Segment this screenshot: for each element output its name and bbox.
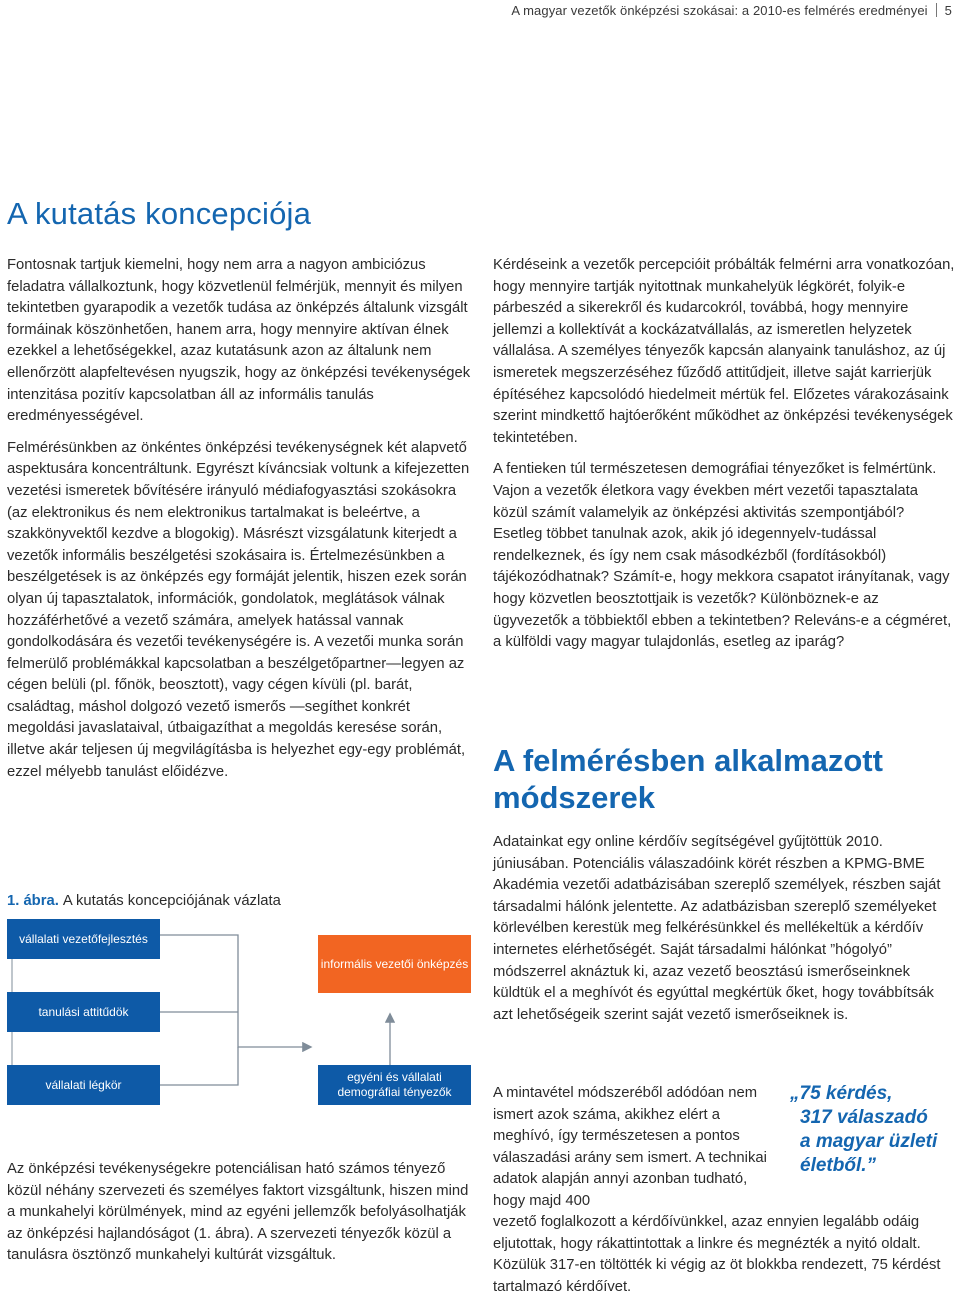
page-number: 5 [944, 2, 952, 18]
paragraph-demographics: A fentieken túl természetesen demográfiai tényezőket is felmértünk. Vajon a vezetők életkora vagy években mért vezetői tapasztalata közül számít valamelyik az önképzési aktivitás szempontjából? Esetleg többet tanulnak azok, akik jó idegennyelv-tudással rendelkeznek, és így nem csak másodkézből (fordításokból) tájékozódhatnak? Számít-e, hogy mekkora csapatot irányítanak, vagy hogy közvetlen beosztottjaik is vezetők? Különböznek-e az ügyvezetők a többiektől ebben a tekintetben? Releváns-e a cégméret, a külföldi vagy magyar tulajdonlás, esetleg az iparág? [493, 461, 952, 651]
sampling-paragraph-end: vezető foglalkozott a kérdőívünkkel, azaz ennyien legalább odáig eljutottak, hogy rákattintottak a linkre és megnézték a nyitó oldalt. Közülük 317-en töltötték ki végig az öt blokkba rendezett, 75 kérdést tartalmazó kérdőívet. [493, 1214, 941, 1295]
box-demographic-factors: egyéni és vállalati demográfiai tényezők [318, 1065, 471, 1105]
running-header [511, 0, 952, 20]
paragraph-data-collection: Adatainkat egy online kérdőív segítségével gyűjtöttük 2010. júniusában. Potenciális válaszadóink körét részben a KPMG-BME Akadémia vezetői adatbázisában szereplő személyek, részben saját társadalmi hálónk jelentette. Az adatbázisban szereplő személyeket körlevélben kerestük meg felkérésünkkel és mellékeltük a kérdőív internetes elérhetőségét. Saját társadalmi hálónkat ”hógolyó” módszerrel aknáztuk ki, azaz vezető beosztású ismerőseinknek küldtük el a meghívót és egyúttal megkértük őket, hogy továbbítsák azt lehetőségeik szerint saját vezető ismerőseiknek is. [493, 834, 941, 1023]
pull-quote-line-1: „75 kérdés, [790, 1083, 893, 1104]
box-informal-selfdevelopment: informális vezetői önképzés [318, 935, 471, 993]
paragraph-intro: Fontosnak tartjuk kiemelni, hogy nem arra a nagyon ambiciózus feladatra vállalkoztunk, hogy közvetlenül felmérjük, mennyit és milyen tekintetben gyarapodik a vezetők tudása az önképzés általunk vizsgált formáinak köszönhetően, hanem arra, hogy mennyire aktívan élnek ezekkel a lehetőségekkel, azaz kutatásunk azon az általunk nem ellenőrzött alapfeltevésen nyugszik, hogy az önképzési tevékenységek intenzitása pozitív kapcsolatban áll az informális tanulás eredményességével. [7, 257, 471, 425]
concept-diagram [0, 915, 480, 1115]
figure-number: 1. ábra. [7, 893, 59, 909]
header-divider [936, 3, 937, 17]
pull-quote-line-4: életből.” [800, 1155, 877, 1176]
figure-caption [7, 893, 281, 909]
section-title-methods: A felmérésben alkalmazott módszerek [493, 743, 883, 815]
box-corporate-development: vállalati vezetőfejlesztés [7, 919, 160, 959]
pull-quote-line-2: 317 válaszadó [800, 1107, 928, 1128]
paragraph-perceptions: Kérdéseink a vezetők percepcióit próbálták felmérni arra vonatkozóan, hogy mennyire tartják nyitottnak munkahelyük légkörét, folyik-e párbeszéd a sikerekről és kudarcokról, továbbá, hogy mennyire jellemzi a kollektívát a kockázatvállalás, az ismeretlen helyzetek vállalása. A személyes tényezők kapcsán alanyaink tanuláshoz, az új ismeretek megszerzéséhez fűződő attitűdjeit, illetve saját karrierjük építéséhez kapcsolódó hiedelmeit mértük fel. Előzetes várakozásaink szerint mindkettő hajtóerőként működhet az önképzési tevékenységek tekintetében. [493, 257, 955, 446]
right-column-top [493, 255, 955, 654]
section-title-concept: A kutatás koncepciója [7, 196, 312, 231]
pull-quote-line-3: a magyar üzleti [800, 1131, 938, 1152]
header-title: A magyar vezetők önképzési szokásai: a 2010-es felmérés eredményei [511, 2, 928, 18]
box-corporate-climate: vállalati légkör [7, 1065, 160, 1105]
left-column-bottom [7, 1159, 479, 1267]
pull-quote [790, 1082, 960, 1178]
figure-caption-text: A kutatás koncepciójának vázlata [62, 893, 281, 909]
arrow-from-corporate-development [160, 935, 310, 1047]
paragraph-factors: Az önképzési tevékenységekre potenciálisan ható számos tényező közül néhány szervezeti és személyes faktort vizsgáltunk, hiszen mind a munkahelyi körülmények, mind az egyéni jellemzők befolyásolhatják az önképzési hajlandóságot (1. ábra). A szervezeti tényezők közül a tanulásra ösztönző munkahelyi kultúrát vizsgáltuk. [7, 1161, 469, 1264]
sampling-paragraph-start: A mintavétel módszeréből adódóan nem ismert azok száma, akikhez elért a meghívó, így természetesen a pontos válaszadási arány sem ismert. A technikai adatok alapján annyi azonban tudható, hogy majd 400 [493, 1085, 767, 1209]
paragraph-aspects: Felmérésünkben az önkéntes önképzési tevékenységnek két alapvető aspektusára koncentráltunk. Egyrészt kíváncsiak voltunk a kifejezetten vezetési ismeretek bővítésére irányuló médiafogyasztási szokásokra (az elektronikus és nem elektronikus tartalmakat is beleértve, a szakkönyvektől kezdve a blogokig). Másrészt vizsgálatunk kiterjedt a vezetők informális beszélgetési szokásaira is. Értelmezésünkben a beszélgetések is az önképzés egy formáját jelentik, hiszen ezek során olyan új tapasztalatok, információk, gondolatok, meglátások válnak hozzáférhetővé a vezető számára, amelyek hatással vannak gondolkodására és vezetői tevékenységére is. A vezetői munka során felmerülő problémákkal kapcsolatban a beszélgetőpartner—legyen az cégen belüli (pl. főnök, beosztott), vagy cégen kívüli (pl. barát, családtag, máshol dolgozó vezető ismerős —segíthet konkrét megoldási javaslataival, útbaigazíthat a megoldás keresése során, illetve akár teljesen új megvilágításba is helyezhet egy-egy problémát, ezzel mélyebb tanulást előidézve. [7, 439, 470, 780]
methods-column [493, 832, 955, 1026]
arrow-from-corporate-climate [160, 1047, 238, 1085]
left-column-top [7, 255, 479, 783]
box-learning-attitudes: tanulási attitűdök [7, 992, 160, 1032]
